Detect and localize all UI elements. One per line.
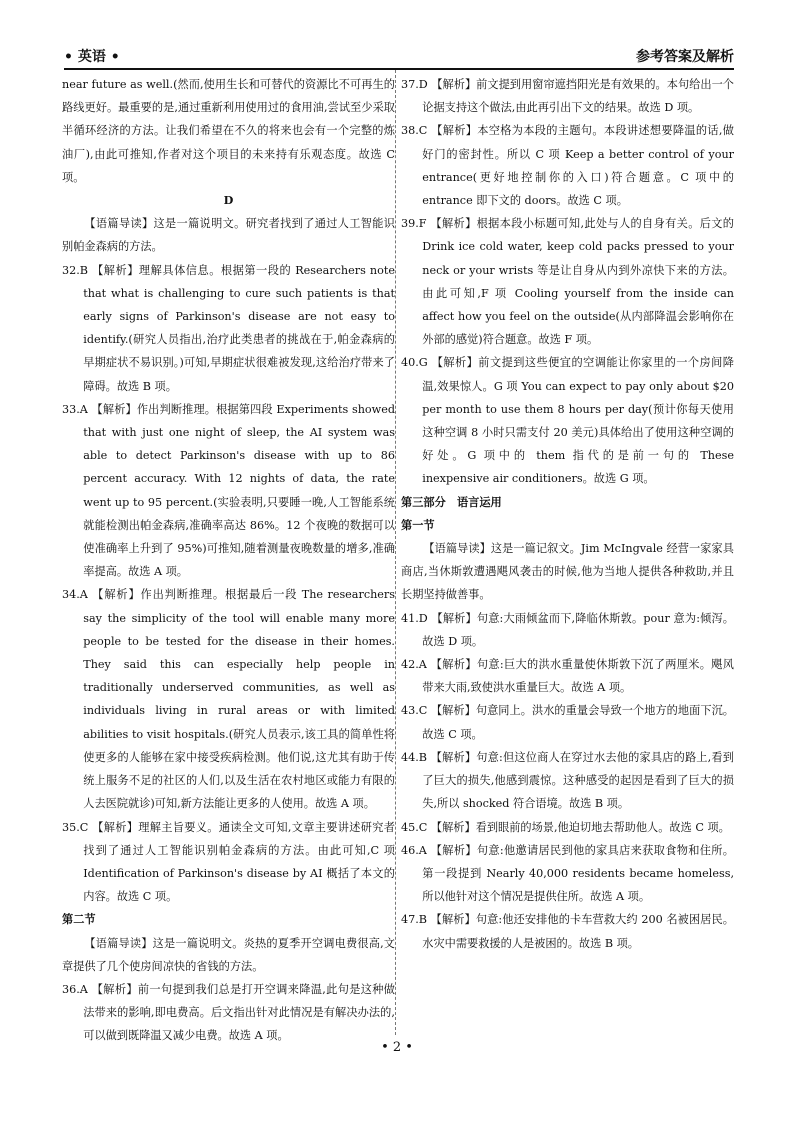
section-heading: 第二节: [62, 912, 96, 927]
page-header: [64, 44, 734, 70]
answer-item: 38.C 【解析】本空格为本段的主题句。本段讲述想要降温的话,做好门的密封性。所以 C 项 Keep a better control of your entrance(更好地控制你的入口)符合题意。C 项中的 entrance 即下文的 doors。故选 C 项。: [401, 124, 734, 208]
answer-item: 33.A 【解析】作出判断推理。根据第四段 Experiments showed that with just one night of sleep, the AI system was able to detect Parkinson's disease with up to 86 percent accuracy. With 12 nights of data, the rate went up to 95 percent.(实验表明,只要睡一晚,人工智能系统就能检测出帕金森病,准确率高达 86%。12 个夜晚的数据可以使准确率上升到了 95%)可推知,随着测量夜晚数量的增多,准确率提高。故选 A 项。: [62, 402, 395, 579]
answer-item: 41.D 【解析】句意:大雨倾盆而下,降临休斯敦。pour 意为:倾泻。故选 D 项。: [401, 611, 734, 648]
answer-item: 40.G 【解析】前文提到这些便宜的空调能让你家里的一个房间降温,效果惊人。G 项 You can expect to pay only about $20 per month to use them 8 hours per day(预计你每天使用这种空调 8 小时只需支付 20 美元)具体给出了使用这种空调的好处。G 项中的 them 指代的是前一句的 These inexpensive air conditioners。故选 G 项。: [401, 356, 734, 486]
answer-item: 36.A 【解析】前一句提到我们总是打开空调来降温,此句是这种做法带来的影响,即电费高。后文指出针对此情况是有解决办法的,可以做到既降温又减少电费。故选 A 项。: [62, 982, 395, 1043]
continued-paragraph: near future as well.(然而,使用生长和可替代的资源比不可再生的路线更好。最重要的是,通过重新利用使用过的食用油,尝试至少采取半循环经济的方法。让我们希望在不久的将来也会有一个完整的炼油厂),由此可推知,作者对这个项目的未来持有乐观态度。故选 C 项。: [62, 78, 395, 184]
answer-item: 45.C 【解析】看到眼前的场景,他迫切地去帮助他人。故选 C 项。: [401, 820, 730, 834]
page-number: • 2 •: [381, 1040, 413, 1055]
column-divider: [395, 70, 396, 1035]
subject-label: • 英语 •: [64, 49, 120, 65]
passage-intro: 【语篇导读】这是一篇说明文。研究者找到了通过人工智能识别帕金森病的方法。: [62, 217, 395, 254]
answer-item: 42.A 【解析】句意:巨大的洪水重量使休斯敦下沉了两厘米。飓风带来大雨,致使洪水重量巨大。故选 A 项。: [401, 658, 734, 695]
answer-item: 39.F 【解析】根据本段小标题可知,此处与人的自身有关。后文的 Drink ice cold water, keep cold packs pressed to your neck or your wrists 等是让自身从内到外凉快下来的方法。由此可知,F 项 Cooling yourself from the inside can affect how you feel on the outside(从内部降温会影响你在外部的感觉)符合题意。故选 F 项。: [401, 217, 734, 347]
answer-item: 46.A 【解析】句意:他邀请居民到他的家具店来获取食物和住所。第一段提到 Nearly 40,000 residents became homeless,所以他针对这个情况是提供住所。故选 A 项。: [401, 843, 734, 904]
answer-item: 43.C 【解析】句意同上。洪水的重量会导致一个地方的地面下沉。故选 C 项。: [401, 704, 734, 741]
passage-intro: 【语篇导读】这是一篇说明文。炎热的夏季开空调电费很高,文章提供了几个使房间凉快的省钱的方法。: [62, 936, 395, 973]
passage-heading: D: [223, 193, 234, 208]
answer-item: 32.B 【解析】理解具体信息。根据第一段的 Researchers note that what is challenging to cure such patients is that early signs of Parkinson's disease are not easy to identify.(研究人员指出,治疗此类患者的挑战在于,帕金森病的早期症状不易识别。)可知,早期症状很难被发现,这给治疗带来了障碍。故选 B 项。: [62, 263, 395, 393]
answer-item: 47.B 【解析】句意:他还安排他的卡车营救大约 200 名被困居民。水灾中需要救援的人是被困的。故选 B 项。: [401, 913, 734, 950]
left-column: [62, 73, 395, 1043]
passage-intro: 【语篇导读】这是一篇记叙文。Jim McIngvale 经营一家家具商店,当休斯敦遭遇飓风袭击的时候,他为当地人提供各种救助,并且长期坚持做善事。: [401, 542, 734, 602]
answer-item: 44.B 【解析】句意:但这位商人在穿过水去他的家具店的路上,看到了巨大的损失,他感到震惊。这种感受的起因是看到了巨大的损失,所以 shocked 符合语境。故选 B 项。: [401, 750, 734, 811]
answer-item: 37.D 【解析】前文提到用窗帘遮挡阳光是有效果的。本句给出一个论据支持这个做法,由此再引出下文的结果。故选 D 项。: [401, 78, 734, 115]
section-title: 参考答案及解析: [636, 49, 734, 65]
answer-item: 34.A 【解析】作出判断推理。根据最后一段 The researchers say the simplicity of the tool will enable many more people to be tested for the disease in their homes. They said this can especially help people in traditionally underserved communities, as well as individuals living in rural areas or with limited abilities to visit hospitals.(研究人员表示,该工具的简单性将使更多的人能够在家中接受疾病检测。他们说,这尤其有助于传统上服务不足的社区的人们,以及生活在农村地区或能力有限的人去医院就诊)可知,新方法能让更多的人使用。故选 A 项。: [62, 588, 395, 811]
section-heading: 第一节: [401, 517, 435, 532]
section-heading: 第三部分 语言运用: [401, 494, 502, 509]
right-column: [401, 73, 734, 1033]
answer-item: 35.C 【解析】理解主旨要义。通读全文可知,文章主要讲述研究者找到了通过人工智能识别帕金森病的方法。由此可知,C 项 Identification of Parkinson's disease by AI 概括了本文的内容。故选 C 项。: [62, 820, 395, 904]
